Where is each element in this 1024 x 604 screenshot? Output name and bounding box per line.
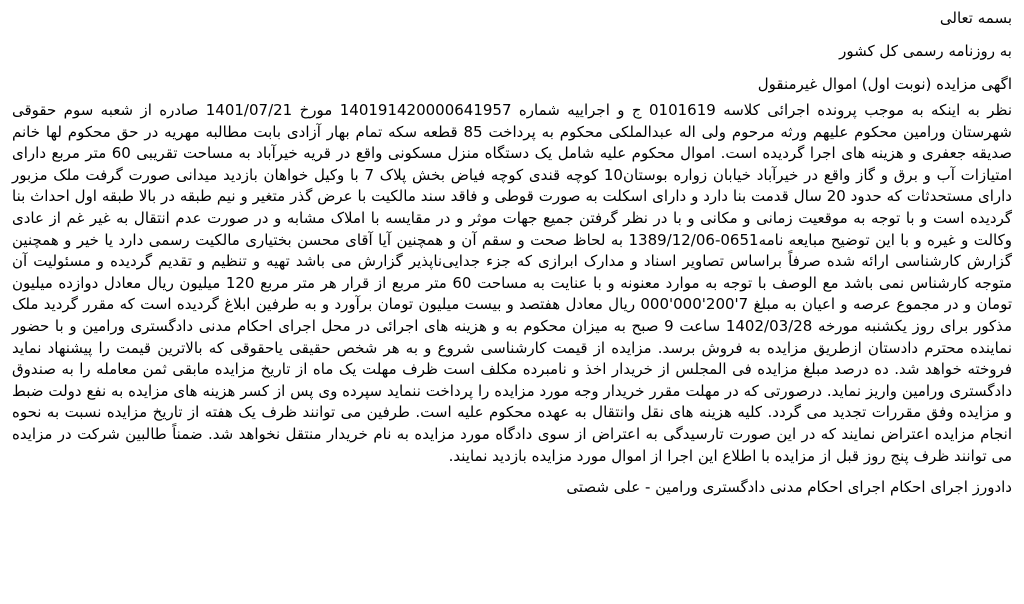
notice-title: اگهی مزایده (نوبت اول) اموال غیرمنقول xyxy=(757,75,1012,93)
auction-notice-document xyxy=(12,6,1016,497)
header-recipient: به روزنامه رسمی کل کشور xyxy=(839,42,1012,60)
signature-line: دادورز اجرای احکام اجرای احکام مدنی دادگستری ورامین - علی شصتی xyxy=(566,478,1012,497)
notice-body: نظر به اینکه به موجب پرونده اجرائی کلاسه 0101619 ج و اجراییه شماره 140191420000641957 مورخ 1401/07/21 صادره از شعبه سوم حقوقی شهرستان ورامین محکوم علیهم ورثه مرحوم ولی اله عبدالملکی محکوم به پرداخت 85 قطعه سکه تمام بهار آزادی بابت مطالبه مهریه در حق محکوم لها خانم صدیقه جعفری و هزینه های اجرا گردیده است. اموال محکوم علیه شامل یک دستگاه منزل مسکونی واقع در قریه خیرآباد به مساحت تقریبی 60 متر مربع دارای امتیازات آب و برق و گاز واقع در خیرآباد خیابان زواره بوستان10 کوچه قندی کوچه فیاض بخش پلاک 7 با وکیل خواهان بازدید میدانی صورت گرفت ملک مزبور دارای مستحدثات که حدود 20 سال قدمت بنا دارد و دارای اسکلت به صورت قوطی و فاقد سند مالکیت با عرض گذر متغیر و نیم طبقه در بالا طبقه اول احداث بنا گردیده است و با توجه به موقعیت زمانی و مکانی و با در نظر گرفتن جمیع جهات موثر و در مقایسه با املاک مشابه و در صورت عدم انتقال به غیر غم از عادی وکالت و غیره و با این توضیح مبایعه نامه0651-1389/12/06 به لحاظ صحت و سقم آن و همچنین آیا آقای محسن بختیاری مالکیت رسمی دارد یا خیر و همچنین گزارش کارشناسی ارائه شده صرفاً براساس تصاویر اسناد و مدارک ابرازی که جزء جدایی‌ناپذیر گزارش می باشد تهیه و تنظیم و تقدیم گردیده و مسئولیت آن متوجه کارشناس نمی باشد مع الوصف با توجه به موارد معنونه و با عنایت به مساحت 60 متر مربع از قرار هر متر مربع 120 میلیون ریال معادل دوازده میلیون تومان و در مجموع عرصه و اعیان به مبلغ 7'200'000'000 ریال معادل هفتصد و بیست میلیون تومان برآورد و به طرفین ابلاغ گردیده است که مقرر گردید ملک مذکور برای روز یکشنبه مورخه 1402/03/28 ساعت 9 صبح به میزان محکوم به و هزینه های اجرائی در محل اجرای احکام مدنی دادگستری ورامین و با حضور نماینده محترم دادستان ازطریق مزایده به فروش برسد. مزایده از قیمت کارشناسی شروع و به هر شخص حقیقی یاحقوقی که بالاترین قیمت را پیشنهاد نماید فروخته خواهد شد. ده درصد مبلغ مزایده فی المجلس از خریدار اخذ و نامبرده مکلف است ظرف مهلت یک ماه از تاریخ مزایده مابقی ثمن معامله را به صندوق دادگستری ورامین واریز نماید. درصورتی که در مهلت مقرر خریدار وجه مورد مزایده را پرداخت ننماید سپرده وی پس از کسر هزینه های مزایده به نفع دولت ضبط و مزایده وفق مقررات تجدید می گردد. کلیه هزینه های نقل وانتقال به عهده محکوم علیه است. طرفین می توانند ظرف یک هفته از تاریخ مزایده نسبت به نحوه انجام مزایده اعتراض نمایند که در این صورت تارسیدگی به اعتراض از سوی دادگاه مورد مزایده به نام خریدار منتقل نخواهد شد. ضمناً طالبین شرکت در مزایده می توانند ظرف پنج روز قبل از مزایده با اطلاع این اجرا از اموال مورد مزایده بازدید نمایند. xyxy=(12,101,1013,465)
header-basmala: بسمه تعالی xyxy=(939,9,1012,27)
